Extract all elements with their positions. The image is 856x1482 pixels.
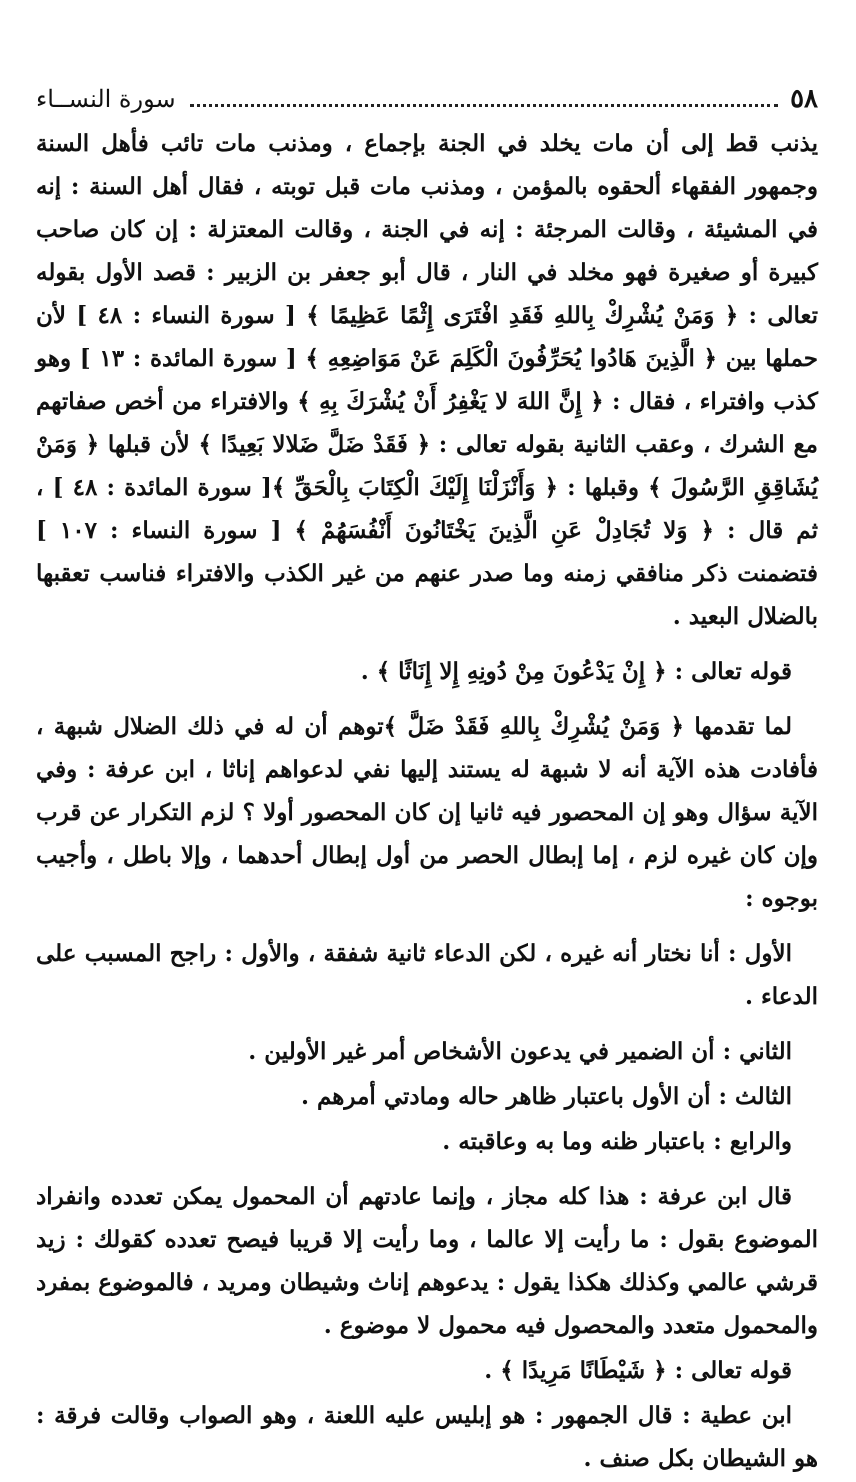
paragraph-fourth-answer: والرابع : باعتبار ظنه وما به وعاقبته .	[442, 1128, 792, 1155]
paragraph-second-answer: الثاني : أن الضمير في يدعون الأشخاص أمر غير الأولين .	[248, 1038, 792, 1065]
paragraph-third-answer: الثالث : أن الأول باعتبار ظاهر حاله ومادتي أمرهم .	[300, 1083, 792, 1110]
running-header	[36, 82, 818, 116]
dotted-leader	[190, 104, 778, 107]
paragraph-ibn-atiyya: ابن عطية : قال الجمهور : هو إبليس عليه اللعنة ، وهو الصواب وقالت فرقة : هو الشيطان بكل صنف .	[36, 1402, 818, 1472]
surah-title: سورة النســاء	[36, 85, 176, 113]
page-number: ٥٨	[790, 84, 818, 114]
paragraph-ibn-arafa: قال ابن عرفة : هذا كله مجاز ، وإنما عادتهم أن المحمول يمكن تعدده وانفراد الموضوع بقول : ما رأيت إلا عالما ، وما رأيت إلا قريبا فيصح تعدده كقولك : زيد قرشي عالمي وكذلك هكذا يقول : يدعوهم إناث وشيطان ومريد ، فالموضوع بمفرد والمحمول متعدد والمحصول فيه محمول لا موضوع .	[35, 1183, 818, 1339]
paragraph-1: يذنب قط إلى أن مات يخلد في الجنة بإجماع ، ومذنب مات تائب فأهل السنة وجمهور الفقهاء ألحقوه بالمؤمن ، ومذنب مات قبل توبته ، فقال أهل السنة : إنه في المشيئة ، وقالت المرجئة : إنه في الجنة ، وقالت المعتزلة : إن كان صاحب كبيرة أو صغيرة فهو مخلد في النار ، قال أبو جعفر بن الزبير : قصد الأول بقوله تعالى : ﴿ وَمَنْ يُشْرِكْ بِاللهِ فَقَدِ افْتَرَى إِثْمًا عَظِيمًا ﴾ [ سورة النساء : ٤٨ ] لأن حملها بين ﴿ الَّذِينَ هَادُوا يُحَرِّفُونَ الْكَلِمَ عَنْ مَوَاضِعِهِ ﴾ [ سورة المائدة : ١٣ ] وهو كذب وافتراء ، فقال : ﴿ إِنَّ اللهَ لا يَغْفِرُ أَنْ يُشْرَكَ بِهِ ﴾ والافتراء من أخص صفاتهم مع الشرك ، وعقب الثانية بقوله تعالى : ﴿ فَقَدْ ضَلَّ ضَلالا بَعِيدًا ﴾ لأن قبلها ﴿ وَمَنْ يُشَاقِقِ الرَّسُولَ ﴾ وقبلها : ﴿ وَأَنْزَلْنَا إِلَيْكَ الْكِتَابَ بِالْحَقِّ ﴾[ سورة المائدة : ٤٨ ] ، ثم قال : ﴿ وَلا تُجَادِلْ عَنِ الَّذِينَ يَخْتَانُونَ أَنْفُسَهُمْ ﴾ [ سورة النساء : ١٠٧ ] فتضمنت ذكر منافقي زمنه وما صدر عنهم من غير الكذب والافتراء فناسب تعقبها بالضلال البعيد .	[36, 130, 819, 630]
paragraph-2: لما تقدمها ﴿ وَمَنْ يُشْرِكْ بِاللهِ فَقَدْ ضَلَّ ﴾توهم أن له في ذلك الضلال شبهة ، فأفادت هذه الآية أنه لا شبهة له يستند إليها نفي لدعواهم إناثا ، ابن عرفة : وفي الآية سؤال وهو إن المحصور فيه ثانيا إن كان المحصور أولا ؟ لزم التكرار عن قرب وإن كان غيره لزم ، إما إبطال الحصر من أول إبطال أحدهما ، وإلا باطل ، وأجيب بوجوه :	[36, 713, 818, 912]
verse-heading-1: قوله تعالى : ﴿ إِنْ يَدْعُونَ مِنْ دُونِهِ إِلا إِنَاثًا ﴾ .	[360, 658, 792, 685]
body-text	[36, 122, 818, 1482]
verse-heading-2: قوله تعالى : ﴿ شَيْطَانًا مَرِيدًا ﴾ .	[484, 1357, 792, 1384]
paragraph-first-answer: الأول : أنا نختار أنه غيره ، لكن الدعاء ثانية شفقة ، والأول : راجح المسبب على الدعاء .	[36, 940, 818, 1010]
